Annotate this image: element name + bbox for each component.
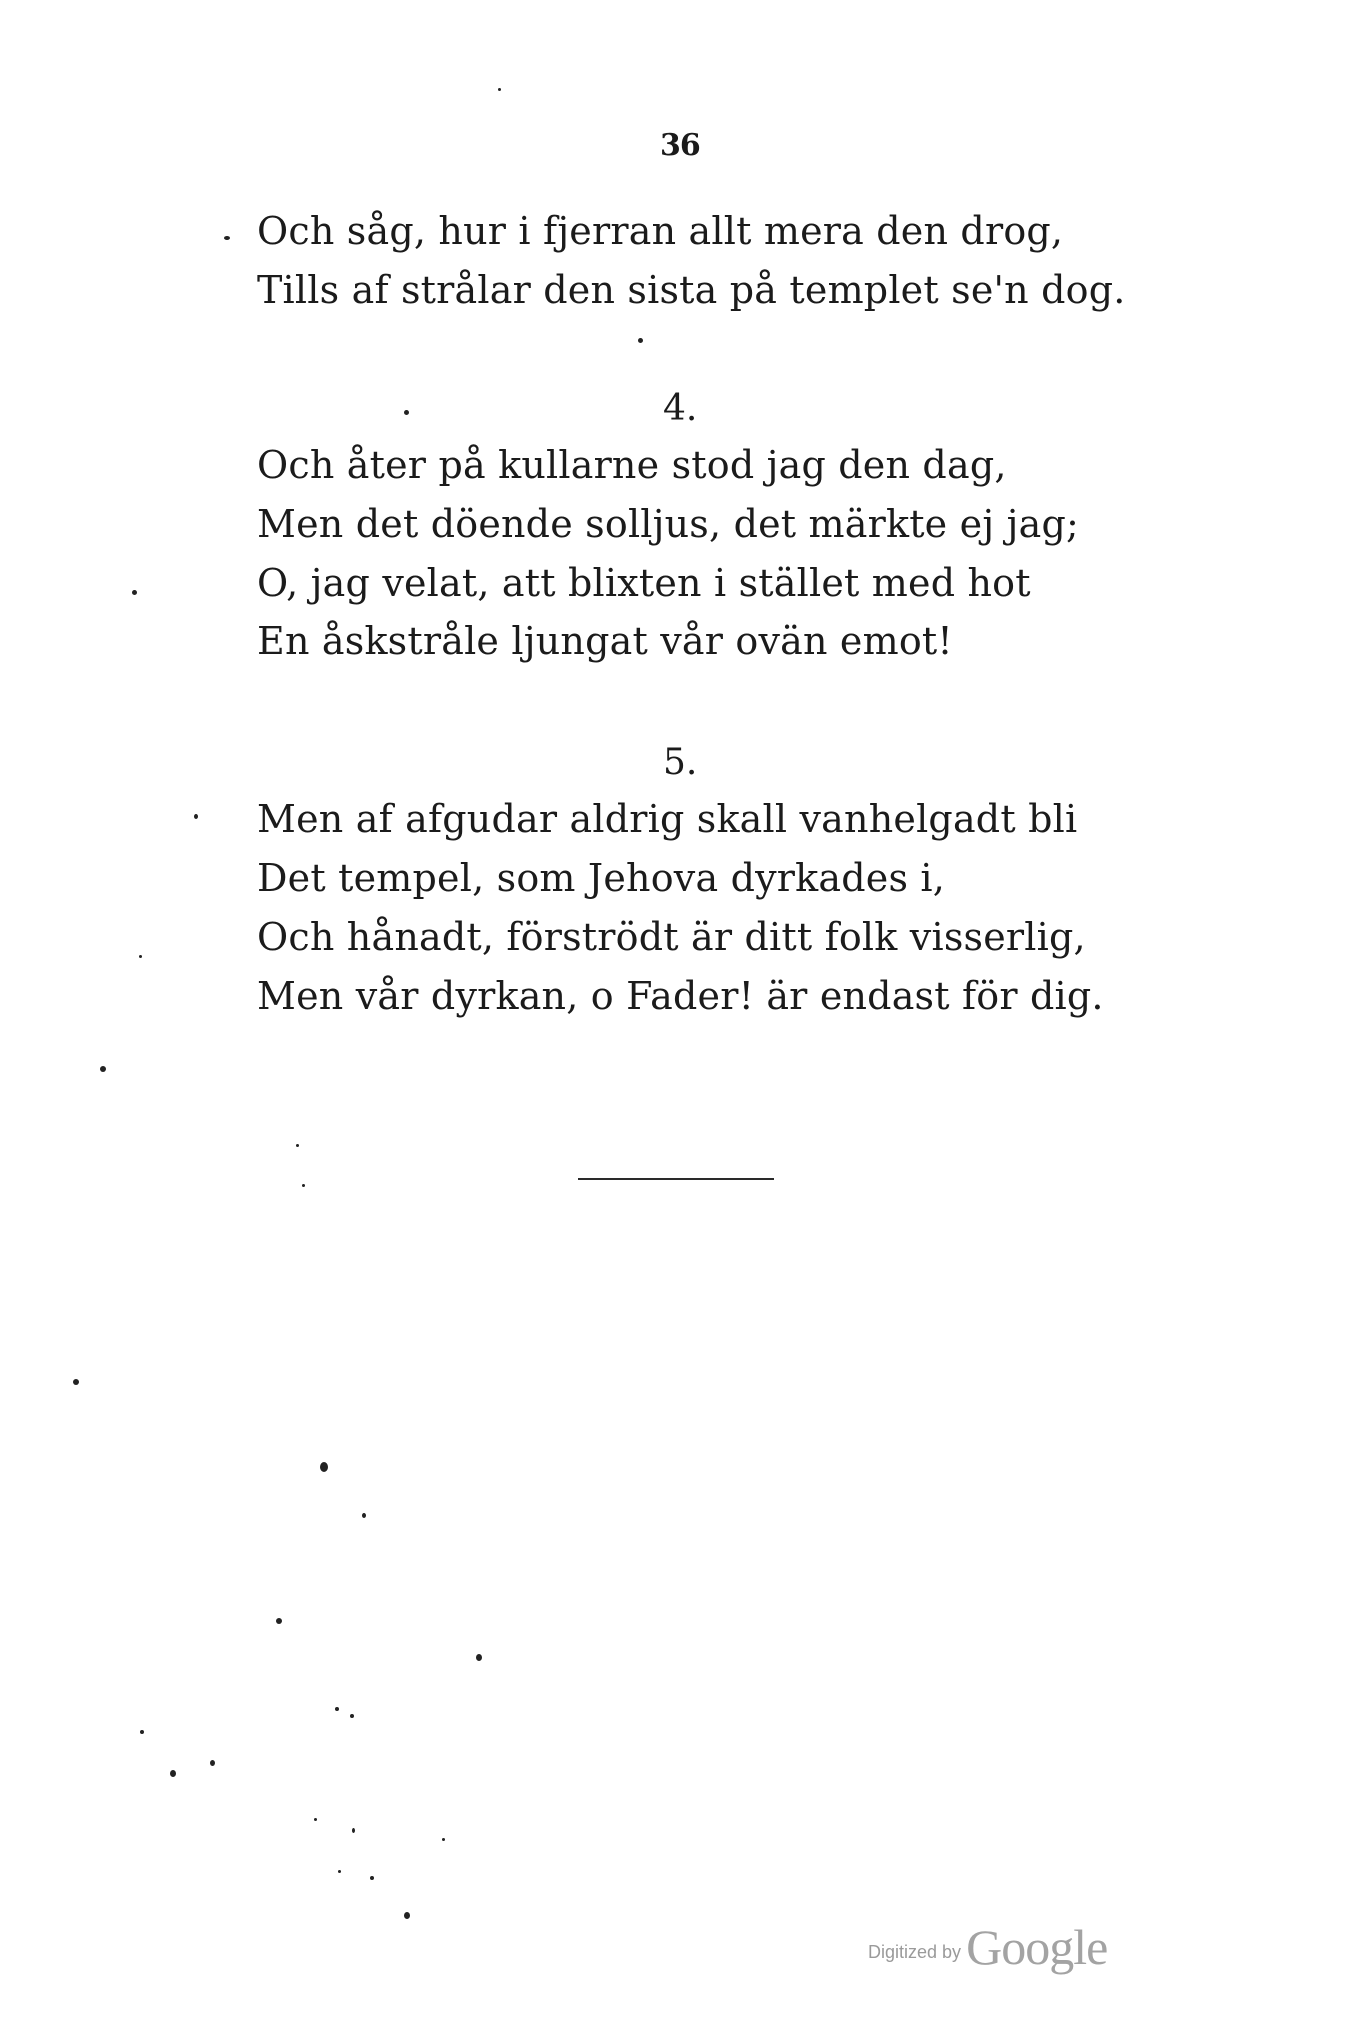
print-speck [210,1760,215,1766]
poem-line: Men vår dyrkan, o Fader! är endast för dig. [257,974,1104,1018]
print-speck [335,1707,339,1711]
print-speck [442,1838,445,1841]
print-speck [194,814,198,819]
poem-line: Men af afgudar aldrig skall vanhelgadt bli [257,797,1078,841]
print-speck [100,1066,106,1072]
print-speck [350,1714,354,1718]
print-speck [139,955,142,958]
stanza-number: 4. [663,388,698,429]
print-speck [73,1379,79,1385]
poem-line: O, jag velat, att blixten i stället med hot [257,561,1031,605]
print-speck [320,1462,328,1472]
poem-line: Och såg, hur i fjerran allt mera den drog, [257,209,1064,253]
poem-line: Men det döende solljus, det märkte ej jag; [257,502,1079,546]
print-speck [314,1818,317,1821]
print-speck [140,1730,144,1734]
poem-line: Och åter på kullarne stod jag den dag, [257,443,1007,487]
digitized-watermark [868,1918,1107,1976]
print-speck [132,590,137,595]
print-speck [498,88,501,91]
print-speck [404,410,409,415]
print-speck [362,1513,366,1518]
print-speck [638,338,643,343]
google-logo: Google [966,1919,1108,1975]
print-speck [476,1654,482,1661]
watermark-prefix: Digitized by [868,1942,962,1962]
print-speck [352,1828,355,1833]
poem-line: En åskstråle ljungat vår ovän emot! [257,619,953,663]
print-speck [296,1144,299,1147]
print-speck [224,236,230,240]
poem-line: Det tempel, som Jehova dyrkades i, [257,856,946,900]
print-speck [170,1770,176,1777]
page-number: 36 [660,128,700,163]
section-divider [578,1178,774,1180]
print-speck [338,1870,341,1873]
stanza-number: 5. [663,742,698,783]
poem-line: Tills af strålar den sista på templet se'n dog. [257,268,1126,312]
poem-line: Och hånadt, förströdt är ditt folk visserlig, [257,915,1086,959]
print-speck [404,1912,410,1919]
print-speck [370,1876,374,1880]
print-speck [276,1618,282,1624]
print-speck [302,1184,305,1187]
